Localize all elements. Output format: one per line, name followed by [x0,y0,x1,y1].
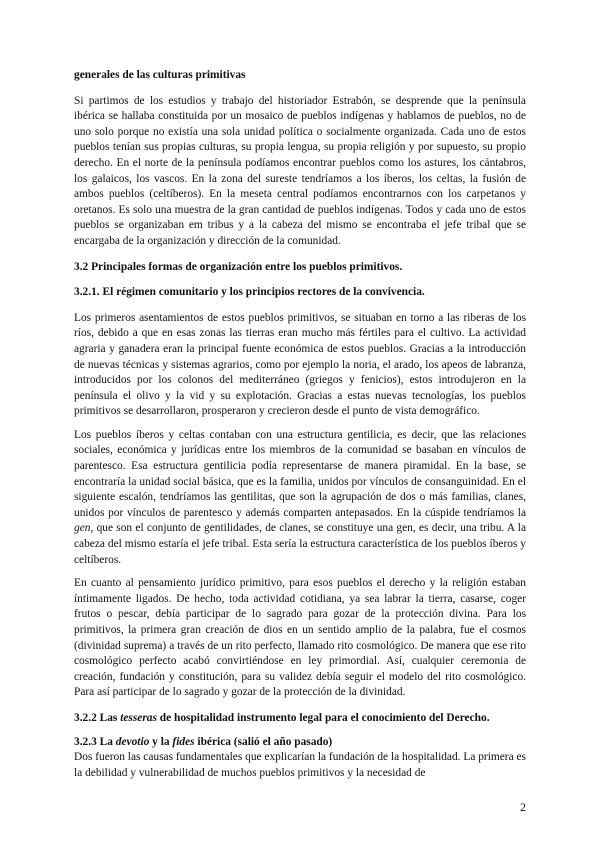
section-heading-3-2: 3.2 Principales formas de organización entre los pueblos primitivos. [74,260,403,273]
tesseras-term: tesseras [120,711,157,724]
gen-term: gen [74,522,91,535]
continued-heading: generales de las culturas primitivas [74,69,246,81]
fides-term: fides [172,735,195,748]
paragraph-text-part: , que son el conjunto de gentilidades, de clanes, se constituye una gen, es decir, una tribu. A la cabeza del mismo estaría el jefe tribal. Esta sería la estructura característica de los pueblos íberos y celtíberos. [74,522,526,566]
heading-text-part: 3.2.3 La [74,735,116,748]
devotio-term: devotio [115,735,150,748]
paragraph-estructura-gentilicia [74,428,526,568]
paragraph-estrabon: Si partimos de los estudios y trabajo del historiador Estrabón, se desprende que la península ibérica se hallaba constituida por un mosaico de pueblos indígenas y hablamos de pueblos, no de uno solo porque no existía una sola unidad política o socialmente organizada. Cada uno de estos pueblos tenían sus propias culturas, su propia lengua, su propia religión y por supuesto, su propio derecho. En el norte de la península podíamos encontrar pueblos como los astures, los cántabros, los galaicos, los vascos. En la zona del sureste tendríamos a los íberos, los celtas, la fusión de ambos pueblos (celtíberos). En la meseta central podíamos encontrarnos con los carpetanos y oretanos. Es solo una muestra de la gran cantidad de pueblos indígenas. Todos y cada uno de estos pueblos se organizaban em tribus y a la cabeza del mismo se encontraba el jefe tribal que se encargaba de la organización y dirección de la comunidad. [74,94,526,247]
paragraph-text-part: Los pueblos íberos y celtas contaban con una estructura gentilicia, es decir, que las relaciones sociales, económica y jurídicas entre los miembros de la comunidad se basaban en vínculos de parentesco. Esa estructura gentilicia podía representarse de manera piramidal. En la base, se encontraría la unidad social básica, que es la familia, unidos por vínculos de consanguinidad. En el siguiente escalón, tendríamos las gentilitas, que son la agrupación de dos o más familias, clanes, unidos por vínculos de parentesco y además comparten antepasados. En la cúspide tendríamos la [74,428,526,519]
section-heading-3-2-1: 3.2.1. El régimen comunitario y los principios rectores de la convivencia. [74,286,425,299]
heading-text-part: ibérica (salió el año pasado) [194,735,333,748]
page-number: 2 [520,800,526,814]
heading-text-part: de hospitalidad instrumento legal para el conocimiento del Derecho. [156,711,490,724]
section-heading-3-2-2 [74,711,526,727]
section-heading-3-2-3 [74,735,526,751]
document-page [74,68,526,781]
paragraph-hospitalidad: Dos fueron las causas fundamentales que explicarían la fundación de la hospitalidad. La primera es la debilidad y vulnerabilidad de muchos pueblos primitivos y la necesidad de [74,751,526,779]
heading-text-part: y la [149,735,173,748]
paragraph-pensamiento-juridico: En cuanto al pensamiento jurídico primitivo, para esos pueblos el derecho y la religión estaban íntimamente ligados. De hecho, toda actividad cotidiana, ya sea labrar la tierra, casarse, coger frutos o pescar, debía participar de lo sagrado para gozar de la protección divina. Para los primitivos, la primera gran creación de dios en un sentido amplio de la palabra, fue el cosmos (divinidad suprema) a través de un rito perfecto, llamado rito cosmológico. De manera que ese rito cosmológico perfecto acabó convirtiéndose en ley primordial. Así, cualquier ceremonia de creación, fundación y constitución, para su validez debía seguir el modelo del rito cosmológico. Para así participar de lo sagrado y gozar de la protección de la divinidad. [74,577,526,699]
paragraph-asentamientos: Los primeros asentamientos de estos pueblos primitivos, se situaban en torno a las riberas de los ríos, debido a que en esas zonas las tierras eran mucho más fértiles para el cultivo. La actividad agraria y ganadera eran la principal fuente económica de estos pueblos. Gracias a la introducción de nuevas técnicas y sistemas agrarios, como por ejemplo la noria, el arado, los apeos de labranza, introducidos por los colonos del mediterráneo (griegos y fenicios), estos introdujeron en la península el olivo y la vid y su explotación. Gracias a estas nuevas tecnologías, los pueblos primitivos se desarrollaron, prosperaron y crecieron desde el punto de vista demográfico. [74,311,526,418]
heading-text-part: 3.2.2 Las [74,711,121,724]
